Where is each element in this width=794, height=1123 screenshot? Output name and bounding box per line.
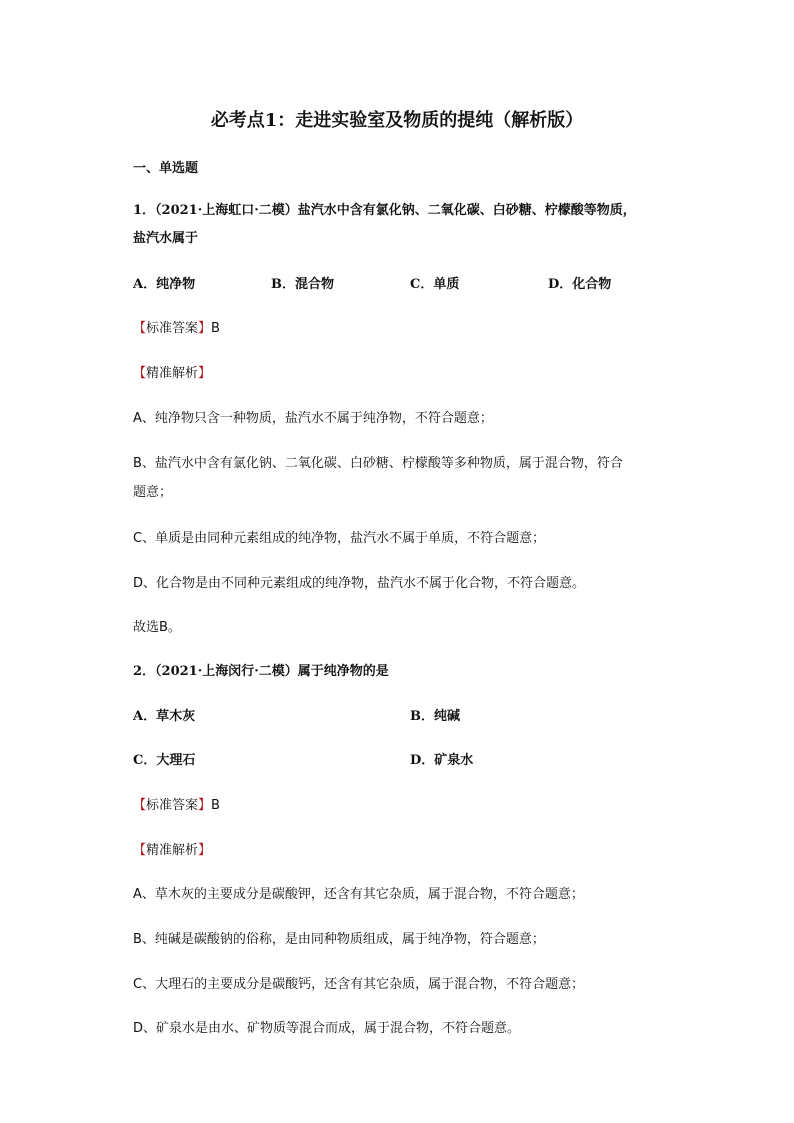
q1-analysis-line: C、单质是由同种元素组成的纯净物，盐汽水不属于单质，不符合题意； <box>133 531 546 546</box>
q2-answer-value: B <box>211 798 220 813</box>
q2-stem: 2．（2021·上海闵行·二模）属于纯净物的是 <box>133 664 389 679</box>
q2-answer <box>133 794 220 813</box>
q2-analysis-bracket-open: 【 <box>133 843 147 858</box>
q1-answer-bracket-close: 】 <box>198 321 212 336</box>
q2-answer-bracket-close: 】 <box>198 798 212 813</box>
q1-conclusion: 故选B。 <box>133 620 181 635</box>
q2-answer-bracket-open: 【 <box>133 798 147 813</box>
q1-answer-bracket-open: 【 <box>133 321 147 336</box>
q1-option-b: B．混合物 <box>271 277 334 292</box>
q1-analysis-heading <box>133 362 211 381</box>
q1-analysis-line: 题意； <box>133 485 173 500</box>
q2-analysis-label: 精准解析 <box>146 843 199 858</box>
q2-analysis-line: B、纯碱是碳酸钠的俗称，是由同种物质组成，属于纯净物，符合题意； <box>133 932 545 947</box>
q2-analysis-line: D、矿泉水是由水、矿物质等混合而成，属于混合物，不符合题意。 <box>133 1021 521 1036</box>
q2-option-d: D．矿泉水 <box>410 753 474 768</box>
q2-option-c: C．大理石 <box>133 753 196 768</box>
q1-stem-line1: 1．（2021·上海虹口·二模）盐汽水中含有氯化钠、二氧化碳、白砂糖、柠檬酸等物质， <box>133 203 636 218</box>
q1-option-c: C．单质 <box>410 277 460 292</box>
section-heading: 一、单选题 <box>133 161 199 176</box>
q1-analysis-line: B、盐汽水中含有氯化钠、二氧化碳、白砂糖、柠檬酸等多种物质，属于混合物，符合 <box>133 456 623 471</box>
q1-option-a: A．纯净物 <box>133 277 196 292</box>
q2-option-b: B．纯碱 <box>410 709 460 724</box>
q1-analysis-label: 精准解析 <box>146 366 199 381</box>
q1-analysis-bracket-close: 】 <box>198 366 212 381</box>
q1-stem-line2: 盐汽水属于 <box>133 231 199 246</box>
q1-option-d: D．化合物 <box>548 277 612 292</box>
q1-answer-value: B <box>211 321 220 336</box>
q1-analysis-line: D、化合物是由不同种元素组成的纯净物，盐汽水不属于化合物，不符合题意。 <box>133 576 586 591</box>
q2-option-a: A．草木灰 <box>133 709 196 724</box>
page-title: 必考点1：走进实验室及物质的提纯（解析版） <box>210 110 584 131</box>
q1-answer-label: 标准答案 <box>146 321 199 336</box>
q2-answer-label: 标准答案 <box>146 798 199 813</box>
q2-analysis-heading <box>133 839 211 858</box>
q2-analysis-line: C、大理石的主要成分是碳酸钙，还含有其它杂质，属于混合物，不符合题意； <box>133 977 585 992</box>
q2-analysis-bracket-close: 】 <box>198 843 212 858</box>
q1-answer <box>133 317 220 336</box>
q1-analysis-line: A、纯净物只含一种物质，盐汽水不属于纯净物，不符合题意； <box>133 411 493 426</box>
q1-analysis-bracket-open: 【 <box>133 366 147 381</box>
q2-analysis-line: A、草木灰的主要成分是碳酸钾，还含有其它杂质，属于混合物，不符合题意； <box>133 887 584 902</box>
